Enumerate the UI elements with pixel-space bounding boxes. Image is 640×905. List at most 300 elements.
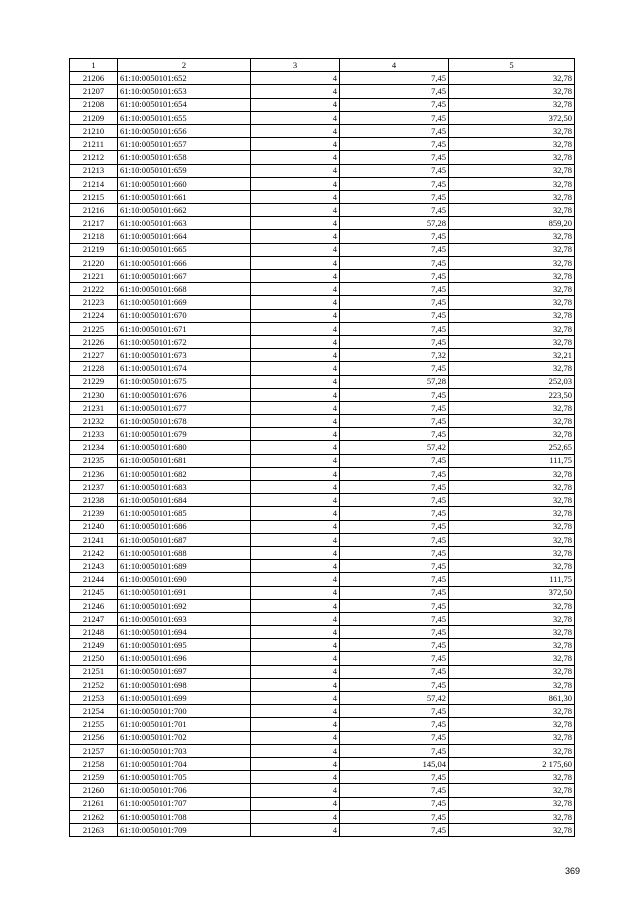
row-number-cell: 21255 xyxy=(70,718,118,731)
column-4-value-cell: 7,45 xyxy=(340,454,449,467)
column-3-value-cell: 4 xyxy=(251,349,340,362)
column-3-value-cell: 4 xyxy=(251,415,340,428)
row-number-cell: 21253 xyxy=(70,692,118,705)
table-row xyxy=(70,375,575,388)
column-5-value-cell: 32,78 xyxy=(449,718,575,731)
column-5-value-cell: 32,78 xyxy=(449,533,575,546)
column-4-value-cell: 7,45 xyxy=(340,718,449,731)
column-4-value-cell: 7,45 xyxy=(340,784,449,797)
row-number-cell: 21219 xyxy=(70,243,118,256)
column-3-value-cell: 4 xyxy=(251,797,340,810)
row-number-cell: 21247 xyxy=(70,612,118,625)
column-5-value-cell: 32,78 xyxy=(449,296,575,309)
cadastral-number-cell: 61:10:0050101:693 xyxy=(118,612,251,625)
column-3-value-cell: 4 xyxy=(251,771,340,784)
column-4-value-cell: 7,45 xyxy=(340,731,449,744)
column-3-value-cell: 4 xyxy=(251,85,340,98)
cadastral-number-cell: 61:10:0050101:695 xyxy=(118,639,251,652)
cadastral-number-cell: 61:10:0050101:664 xyxy=(118,230,251,243)
cadastral-number-cell: 61:10:0050101:673 xyxy=(118,349,251,362)
table-row xyxy=(70,652,575,665)
column-3-value-cell: 4 xyxy=(251,190,340,203)
table-row xyxy=(70,481,575,494)
column-4-value-cell: 7,45 xyxy=(340,744,449,757)
column-4-value-cell: 7,45 xyxy=(340,322,449,335)
column-5-value-cell: 32,78 xyxy=(449,204,575,217)
row-number-cell: 21254 xyxy=(70,705,118,718)
column-4-value-cell: 7,45 xyxy=(340,243,449,256)
column-5-value-cell: 372,50 xyxy=(449,586,575,599)
column-5-value-cell: 32,78 xyxy=(449,243,575,256)
column-5-value-cell: 32,78 xyxy=(449,626,575,639)
cadastral-number-cell: 61:10:0050101:658 xyxy=(118,151,251,164)
column-4-value-cell: 7,45 xyxy=(340,309,449,322)
row-number-cell: 21233 xyxy=(70,428,118,441)
cadastral-number-cell: 61:10:0050101:677 xyxy=(118,401,251,414)
row-number-cell: 21211 xyxy=(70,138,118,151)
column-5-value-cell: 32,78 xyxy=(449,560,575,573)
cadastral-number-cell: 61:10:0050101:686 xyxy=(118,520,251,533)
column-5-value-cell: 32,78 xyxy=(449,85,575,98)
table-row xyxy=(70,678,575,691)
cadastral-number-cell: 61:10:0050101:657 xyxy=(118,138,251,151)
column-3-value-cell: 4 xyxy=(251,256,340,269)
row-number-cell: 21213 xyxy=(70,164,118,177)
table-row xyxy=(70,533,575,546)
table-row xyxy=(70,441,575,454)
row-number-cell: 21245 xyxy=(70,586,118,599)
column-3-value-cell: 4 xyxy=(251,586,340,599)
row-number-cell: 21239 xyxy=(70,507,118,520)
row-number-cell: 21232 xyxy=(70,415,118,428)
column-3-value-cell: 4 xyxy=(251,652,340,665)
row-number-cell: 21238 xyxy=(70,494,118,507)
column-3-value-cell: 4 xyxy=(251,718,340,731)
column-5-value-cell: 32,78 xyxy=(449,494,575,507)
column-4-value-cell: 7,45 xyxy=(340,362,449,375)
column-5-value-cell: 861,30 xyxy=(449,692,575,705)
column-5-value-cell: 32,78 xyxy=(449,151,575,164)
table-row xyxy=(70,494,575,507)
column-5-value-cell: 32,78 xyxy=(449,190,575,203)
column-5-value-cell: 32,78 xyxy=(449,362,575,375)
row-number-cell: 21250 xyxy=(70,652,118,665)
column-5-value-cell: 32,78 xyxy=(449,665,575,678)
column-3-value-cell: 4 xyxy=(251,230,340,243)
table-row xyxy=(70,573,575,586)
column-3-value-cell: 4 xyxy=(251,744,340,757)
table-row xyxy=(70,309,575,322)
column-3-value-cell: 4 xyxy=(251,507,340,520)
column-5-value-cell: 32,78 xyxy=(449,599,575,612)
cadastral-number-cell: 61:10:0050101:659 xyxy=(118,164,251,177)
column-4-value-cell: 7,45 xyxy=(340,665,449,678)
column-4-value-cell: 7,45 xyxy=(340,678,449,691)
table-row xyxy=(70,692,575,705)
column-5-value-cell: 32,78 xyxy=(449,98,575,111)
column-4-value-cell: 7,45 xyxy=(340,639,449,652)
column-4-value-cell: 7,45 xyxy=(340,111,449,124)
row-number-cell: 21218 xyxy=(70,230,118,243)
cadastral-number-cell: 61:10:0050101:678 xyxy=(118,415,251,428)
row-number-cell: 21224 xyxy=(70,309,118,322)
column-5-value-cell: 32,78 xyxy=(449,309,575,322)
table-row xyxy=(70,362,575,375)
table-row xyxy=(70,454,575,467)
table-row xyxy=(70,335,575,348)
column-3-value-cell: 4 xyxy=(251,494,340,507)
table-row xyxy=(70,283,575,296)
column-4-value-cell: 7,32 xyxy=(340,349,449,362)
table-row xyxy=(70,72,575,85)
cadastral-number-cell: 61:10:0050101:691 xyxy=(118,586,251,599)
column-5-value-cell: 2 175,60 xyxy=(449,757,575,770)
column-5-value-cell: 32,78 xyxy=(449,467,575,480)
table-row xyxy=(70,520,575,533)
column-5-value-cell: 32,78 xyxy=(449,731,575,744)
column-3-value-cell: 4 xyxy=(251,454,340,467)
column-3-value-cell: 4 xyxy=(251,612,340,625)
column-5-value-cell: 32,78 xyxy=(449,797,575,810)
column-5-value-cell: 252,65 xyxy=(449,441,575,454)
table-row xyxy=(70,204,575,217)
column-3-value-cell: 4 xyxy=(251,481,340,494)
table-row xyxy=(70,823,575,836)
table-row xyxy=(70,217,575,230)
table-row xyxy=(70,612,575,625)
row-number-cell: 21206 xyxy=(70,72,118,85)
column-4-value-cell: 7,45 xyxy=(340,177,449,190)
column-header-2: 2 xyxy=(118,59,251,72)
table-row xyxy=(70,388,575,401)
column-3-value-cell: 4 xyxy=(251,520,340,533)
row-number-cell: 21222 xyxy=(70,283,118,296)
column-5-value-cell: 32,78 xyxy=(449,784,575,797)
column-4-value-cell: 7,45 xyxy=(340,573,449,586)
column-5-value-cell: 32,78 xyxy=(449,520,575,533)
column-3-value-cell: 4 xyxy=(251,705,340,718)
cadastral-number-cell: 61:10:0050101:705 xyxy=(118,771,251,784)
column-5-value-cell: 372,50 xyxy=(449,111,575,124)
column-3-value-cell: 4 xyxy=(251,164,340,177)
column-5-value-cell: 32,78 xyxy=(449,335,575,348)
cadastral-number-cell: 61:10:0050101:652 xyxy=(118,72,251,85)
column-4-value-cell: 7,45 xyxy=(340,204,449,217)
column-3-value-cell: 4 xyxy=(251,757,340,770)
table-row xyxy=(70,757,575,770)
cadastral-number-cell: 61:10:0050101:680 xyxy=(118,441,251,454)
table-row xyxy=(70,322,575,335)
table-row xyxy=(70,296,575,309)
column-3-value-cell: 4 xyxy=(251,375,340,388)
table-row xyxy=(70,771,575,784)
table-row xyxy=(70,164,575,177)
column-header-4: 4 xyxy=(340,59,449,72)
cadastral-number-cell: 61:10:0050101:666 xyxy=(118,256,251,269)
column-4-value-cell: 7,45 xyxy=(340,586,449,599)
column-3-value-cell: 4 xyxy=(251,665,340,678)
column-4-value-cell: 7,45 xyxy=(340,481,449,494)
column-4-value-cell: 7,45 xyxy=(340,256,449,269)
column-5-value-cell: 32,78 xyxy=(449,177,575,190)
column-3-value-cell: 4 xyxy=(251,546,340,559)
cadastral-number-cell: 61:10:0050101:697 xyxy=(118,665,251,678)
column-3-value-cell: 4 xyxy=(251,151,340,164)
column-4-value-cell: 57,28 xyxy=(340,217,449,230)
column-5-value-cell: 32,78 xyxy=(449,164,575,177)
row-number-cell: 21220 xyxy=(70,256,118,269)
column-4-value-cell: 7,45 xyxy=(340,388,449,401)
cadastral-number-cell: 61:10:0050101:676 xyxy=(118,388,251,401)
cadastral-number-cell: 61:10:0050101:706 xyxy=(118,784,251,797)
column-4-value-cell: 7,45 xyxy=(340,72,449,85)
column-3-value-cell: 4 xyxy=(251,283,340,296)
row-number-cell: 21237 xyxy=(70,481,118,494)
column-3-value-cell: 4 xyxy=(251,441,340,454)
column-4-value-cell: 7,45 xyxy=(340,599,449,612)
cadastral-number-cell: 61:10:0050101:672 xyxy=(118,335,251,348)
cadastral-number-cell: 61:10:0050101:689 xyxy=(118,560,251,573)
column-4-value-cell: 7,45 xyxy=(340,533,449,546)
row-number-cell: 21221 xyxy=(70,270,118,283)
column-3-value-cell: 4 xyxy=(251,388,340,401)
row-number-cell: 21244 xyxy=(70,573,118,586)
cadastral-number-cell: 61:10:0050101:667 xyxy=(118,270,251,283)
column-3-value-cell: 4 xyxy=(251,731,340,744)
row-number-cell: 21262 xyxy=(70,810,118,823)
column-4-value-cell: 145,04 xyxy=(340,757,449,770)
column-3-value-cell: 4 xyxy=(251,678,340,691)
cadastral-number-cell: 61:10:0050101:681 xyxy=(118,454,251,467)
cadastral-number-cell: 61:10:0050101:699 xyxy=(118,692,251,705)
row-number-cell: 21229 xyxy=(70,375,118,388)
column-5-value-cell: 223,50 xyxy=(449,388,575,401)
row-number-cell: 21249 xyxy=(70,639,118,652)
column-3-value-cell: 4 xyxy=(251,335,340,348)
row-number-cell: 21257 xyxy=(70,744,118,757)
table-row xyxy=(70,349,575,362)
table-row xyxy=(70,243,575,256)
column-4-value-cell: 7,45 xyxy=(340,190,449,203)
row-number-cell: 21231 xyxy=(70,401,118,414)
column-3-value-cell: 4 xyxy=(251,309,340,322)
row-number-cell: 21223 xyxy=(70,296,118,309)
cadastral-number-cell: 61:10:0050101:687 xyxy=(118,533,251,546)
row-number-cell: 21236 xyxy=(70,467,118,480)
row-number-cell: 21214 xyxy=(70,177,118,190)
column-4-value-cell: 7,45 xyxy=(340,270,449,283)
column-5-value-cell: 32,78 xyxy=(449,678,575,691)
row-number-cell: 21256 xyxy=(70,731,118,744)
column-3-value-cell: 4 xyxy=(251,428,340,441)
table-header-row xyxy=(70,59,575,72)
cadastral-number-cell: 61:10:0050101:671 xyxy=(118,322,251,335)
table-row xyxy=(70,138,575,151)
column-3-value-cell: 4 xyxy=(251,98,340,111)
cadastral-number-cell: 61:10:0050101:668 xyxy=(118,283,251,296)
column-5-value-cell: 32,78 xyxy=(449,744,575,757)
row-number-cell: 21248 xyxy=(70,626,118,639)
column-3-value-cell: 4 xyxy=(251,217,340,230)
column-4-value-cell: 7,45 xyxy=(340,164,449,177)
cadastral-number-cell: 61:10:0050101:654 xyxy=(118,98,251,111)
column-5-value-cell: 32,78 xyxy=(449,705,575,718)
cadastral-number-cell: 61:10:0050101:670 xyxy=(118,309,251,322)
row-number-cell: 21226 xyxy=(70,335,118,348)
row-number-cell: 21258 xyxy=(70,757,118,770)
row-number-cell: 21263 xyxy=(70,823,118,836)
column-header-5: 5 xyxy=(449,59,575,72)
row-number-cell: 21208 xyxy=(70,98,118,111)
table-row xyxy=(70,599,575,612)
cadastral-table xyxy=(69,58,575,837)
column-3-value-cell: 4 xyxy=(251,573,340,586)
column-3-value-cell: 4 xyxy=(251,270,340,283)
column-5-value-cell: 111,75 xyxy=(449,573,575,586)
column-4-value-cell: 7,45 xyxy=(340,467,449,480)
table-row xyxy=(70,98,575,111)
cadastral-number-cell: 61:10:0050101:656 xyxy=(118,124,251,137)
table-row xyxy=(70,810,575,823)
column-4-value-cell: 7,45 xyxy=(340,560,449,573)
cadastral-number-cell: 61:10:0050101:708 xyxy=(118,810,251,823)
table-row xyxy=(70,639,575,652)
column-4-value-cell: 7,45 xyxy=(340,507,449,520)
column-4-value-cell: 7,45 xyxy=(340,494,449,507)
row-number-cell: 21252 xyxy=(70,678,118,691)
row-number-cell: 21251 xyxy=(70,665,118,678)
column-5-value-cell: 32,78 xyxy=(449,401,575,414)
cadastral-number-cell: 61:10:0050101:701 xyxy=(118,718,251,731)
cadastral-number-cell: 61:10:0050101:709 xyxy=(118,823,251,836)
cadastral-number-cell: 61:10:0050101:675 xyxy=(118,375,251,388)
column-5-value-cell: 111,75 xyxy=(449,454,575,467)
cadastral-number-cell: 61:10:0050101:653 xyxy=(118,85,251,98)
column-3-value-cell: 4 xyxy=(251,138,340,151)
row-number-cell: 21215 xyxy=(70,190,118,203)
cadastral-number-cell: 61:10:0050101:692 xyxy=(118,599,251,612)
row-number-cell: 21240 xyxy=(70,520,118,533)
cadastral-number-cell: 61:10:0050101:704 xyxy=(118,757,251,770)
column-4-value-cell: 7,45 xyxy=(340,797,449,810)
column-4-value-cell: 7,45 xyxy=(340,652,449,665)
column-5-value-cell: 32,78 xyxy=(449,428,575,441)
column-5-value-cell: 32,78 xyxy=(449,771,575,784)
column-4-value-cell: 7,45 xyxy=(340,771,449,784)
table-row xyxy=(70,270,575,283)
cadastral-number-cell: 61:10:0050101:688 xyxy=(118,546,251,559)
table-row xyxy=(70,546,575,559)
column-3-value-cell: 4 xyxy=(251,124,340,137)
column-4-value-cell: 7,45 xyxy=(340,151,449,164)
table-body xyxy=(70,72,575,837)
cadastral-number-cell: 61:10:0050101:661 xyxy=(118,190,251,203)
cadastral-number-cell: 61:10:0050101:690 xyxy=(118,573,251,586)
column-5-value-cell: 32,78 xyxy=(449,138,575,151)
column-4-value-cell: 7,45 xyxy=(340,296,449,309)
column-4-value-cell: 7,45 xyxy=(340,124,449,137)
column-4-value-cell: 7,45 xyxy=(340,335,449,348)
column-5-value-cell: 32,78 xyxy=(449,823,575,836)
table-row xyxy=(70,256,575,269)
column-5-value-cell: 32,78 xyxy=(449,322,575,335)
column-3-value-cell: 4 xyxy=(251,823,340,836)
table-row xyxy=(70,467,575,480)
row-number-cell: 21217 xyxy=(70,217,118,230)
cadastral-number-cell: 61:10:0050101:683 xyxy=(118,481,251,494)
column-3-value-cell: 4 xyxy=(251,204,340,217)
cadastral-number-cell: 61:10:0050101:707 xyxy=(118,797,251,810)
column-3-value-cell: 4 xyxy=(251,362,340,375)
table-row xyxy=(70,665,575,678)
column-4-value-cell: 7,45 xyxy=(340,823,449,836)
column-4-value-cell: 7,45 xyxy=(340,415,449,428)
column-4-value-cell: 7,45 xyxy=(340,612,449,625)
cadastral-number-cell: 61:10:0050101:663 xyxy=(118,217,251,230)
column-3-value-cell: 4 xyxy=(251,177,340,190)
cadastral-number-cell: 61:10:0050101:696 xyxy=(118,652,251,665)
column-3-value-cell: 4 xyxy=(251,784,340,797)
cadastral-number-cell: 61:10:0050101:685 xyxy=(118,507,251,520)
column-5-value-cell: 32,78 xyxy=(449,124,575,137)
column-4-value-cell: 7,45 xyxy=(340,520,449,533)
column-5-value-cell: 32,78 xyxy=(449,256,575,269)
row-number-cell: 21227 xyxy=(70,349,118,362)
table-row xyxy=(70,731,575,744)
row-number-cell: 21225 xyxy=(70,322,118,335)
row-number-cell: 21242 xyxy=(70,546,118,559)
cadastral-number-cell: 61:10:0050101:703 xyxy=(118,744,251,757)
column-4-value-cell: 7,45 xyxy=(340,85,449,98)
column-3-value-cell: 4 xyxy=(251,626,340,639)
column-5-value-cell: 252,03 xyxy=(449,375,575,388)
column-4-value-cell: 7,45 xyxy=(340,138,449,151)
column-5-value-cell: 32,78 xyxy=(449,546,575,559)
column-4-value-cell: 7,45 xyxy=(340,810,449,823)
row-number-cell: 21228 xyxy=(70,362,118,375)
column-3-value-cell: 4 xyxy=(251,810,340,823)
column-3-value-cell: 4 xyxy=(251,560,340,573)
table-row xyxy=(70,586,575,599)
cadastral-number-cell: 61:10:0050101:660 xyxy=(118,177,251,190)
column-4-value-cell: 7,45 xyxy=(340,98,449,111)
column-5-value-cell: 32,21 xyxy=(449,349,575,362)
column-header-1: 1 xyxy=(70,59,118,72)
table-row xyxy=(70,401,575,414)
row-number-cell: 21260 xyxy=(70,784,118,797)
table-row xyxy=(70,177,575,190)
table-row xyxy=(70,744,575,757)
column-3-value-cell: 4 xyxy=(251,467,340,480)
table-row xyxy=(70,705,575,718)
column-header-3: 3 xyxy=(251,59,340,72)
column-5-value-cell: 32,78 xyxy=(449,270,575,283)
column-5-value-cell: 32,78 xyxy=(449,415,575,428)
cadastral-number-cell: 61:10:0050101:655 xyxy=(118,111,251,124)
cadastral-number-cell: 61:10:0050101:684 xyxy=(118,494,251,507)
cadastral-number-cell: 61:10:0050101:674 xyxy=(118,362,251,375)
column-3-value-cell: 4 xyxy=(251,72,340,85)
column-4-value-cell: 7,45 xyxy=(340,283,449,296)
table-row xyxy=(70,230,575,243)
column-5-value-cell: 32,78 xyxy=(449,481,575,494)
row-number-cell: 21259 xyxy=(70,771,118,784)
column-4-value-cell: 7,45 xyxy=(340,546,449,559)
column-4-value-cell: 57,42 xyxy=(340,692,449,705)
column-5-value-cell: 32,78 xyxy=(449,72,575,85)
row-number-cell: 21216 xyxy=(70,204,118,217)
row-number-cell: 21243 xyxy=(70,560,118,573)
